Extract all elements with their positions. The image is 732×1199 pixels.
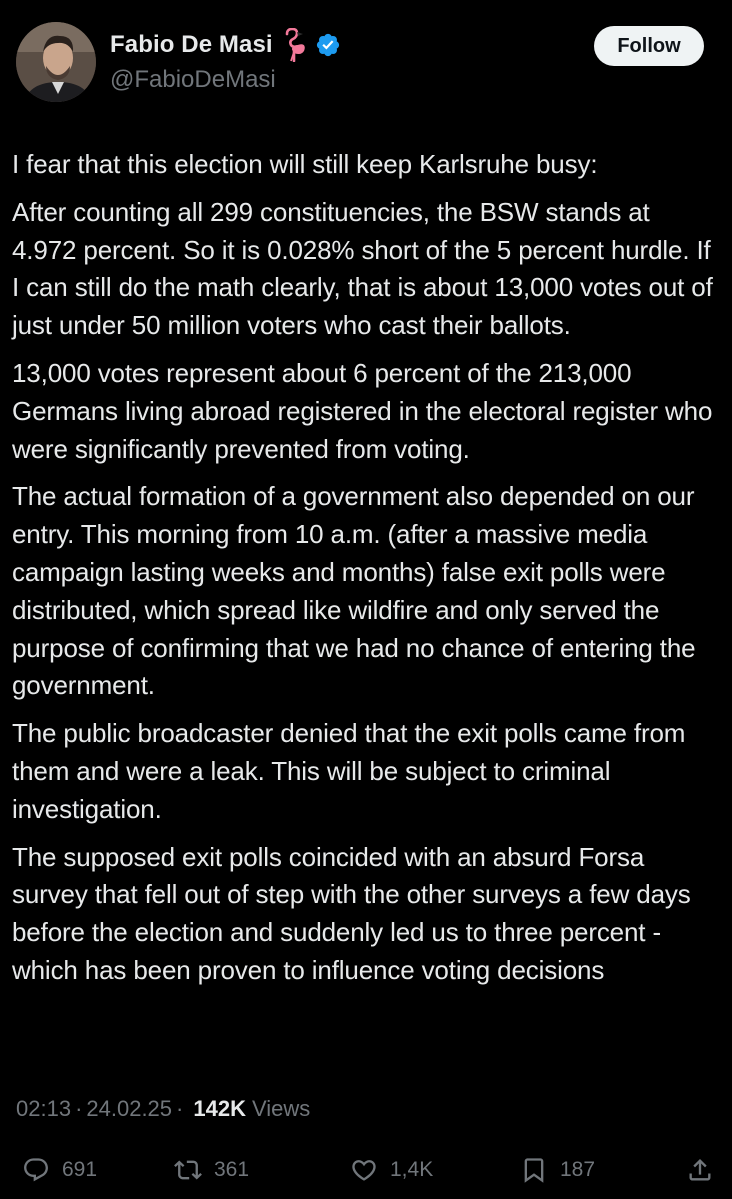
tweet-text: [12, 146, 720, 1000]
verified-badge-icon[interactable]: [315, 32, 341, 58]
flamingo-icon: [281, 28, 307, 62]
follow-button[interactable]: Follow: [594, 26, 704, 66]
handle[interactable]: @FabioDeMasi: [110, 66, 276, 93]
meta-separator: ·: [75, 1096, 83, 1121]
tweet-paragraph: The public broadcaster denied that the exit polls came from them and were a leak. This will be subject to criminal investigation.: [12, 718, 686, 824]
tweet-paragraph: The supposed exit polls coincided with an absurd Forsa survey that fell out of step with the other surveys a few days before the election and suddenly led us to three percent - which has been proven to influence voting decisions: [12, 841, 691, 985]
bookmark-icon: [520, 1156, 548, 1184]
timestamp-date[interactable]: 24.02.25: [86, 1096, 173, 1121]
heart-icon: [350, 1156, 378, 1184]
tweet-paragraph: The actual formation of a government also depended on our entry. This morning from 10 a.m. (after a massive media campaign lasting weeks and months) false exit polls were distributed, which spread like wildfire and only served the purpose of confirming that we had no chance of entering the government.: [12, 481, 696, 701]
meta-separator: ·: [176, 1096, 184, 1121]
reply-count: 691: [62, 1158, 98, 1181]
avatar[interactable]: [16, 22, 96, 102]
repost-count: 361: [214, 1158, 250, 1181]
timestamp-time[interactable]: 02:13: [16, 1096, 72, 1121]
action-bar: [22, 1152, 712, 1188]
repost-button[interactable]: [174, 1152, 249, 1188]
tweet-paragraph: I fear that this election will still keep Karlsruhe busy:: [12, 149, 598, 179]
share-icon: [686, 1156, 714, 1184]
author-block: [110, 26, 341, 94]
share-button[interactable]: [686, 1152, 714, 1188]
reply-icon: [22, 1156, 50, 1184]
tweet-paragraph: 13,000 votes represent about 6 percent of the 213,000 Germans living abroad registered in the electoral register who were significantly prevented from voting.: [12, 357, 713, 464]
like-button[interactable]: [350, 1152, 433, 1188]
like-count: 1,4K: [390, 1158, 434, 1181]
tweet-header: [16, 22, 704, 104]
bookmark-button[interactable]: [520, 1152, 595, 1188]
repost-icon: [174, 1156, 202, 1184]
views-count: 142K: [193, 1096, 246, 1121]
bookmark-count: 187: [560, 1158, 596, 1181]
views-label: Views: [251, 1096, 311, 1121]
tweet-paragraph: After counting all 299 constituencies, the BSW stands at 4.972 percent. So it is 0.028% short of the 5 percent hurdle. If I can still do the math clearly, that is about 13,000 votes out of just under 50 million voters who cast their ballots.: [12, 196, 713, 341]
display-name[interactable]: Fabio De Masi: [110, 31, 273, 58]
tweet-meta: [16, 1096, 310, 1122]
reply-button[interactable]: [22, 1152, 97, 1188]
